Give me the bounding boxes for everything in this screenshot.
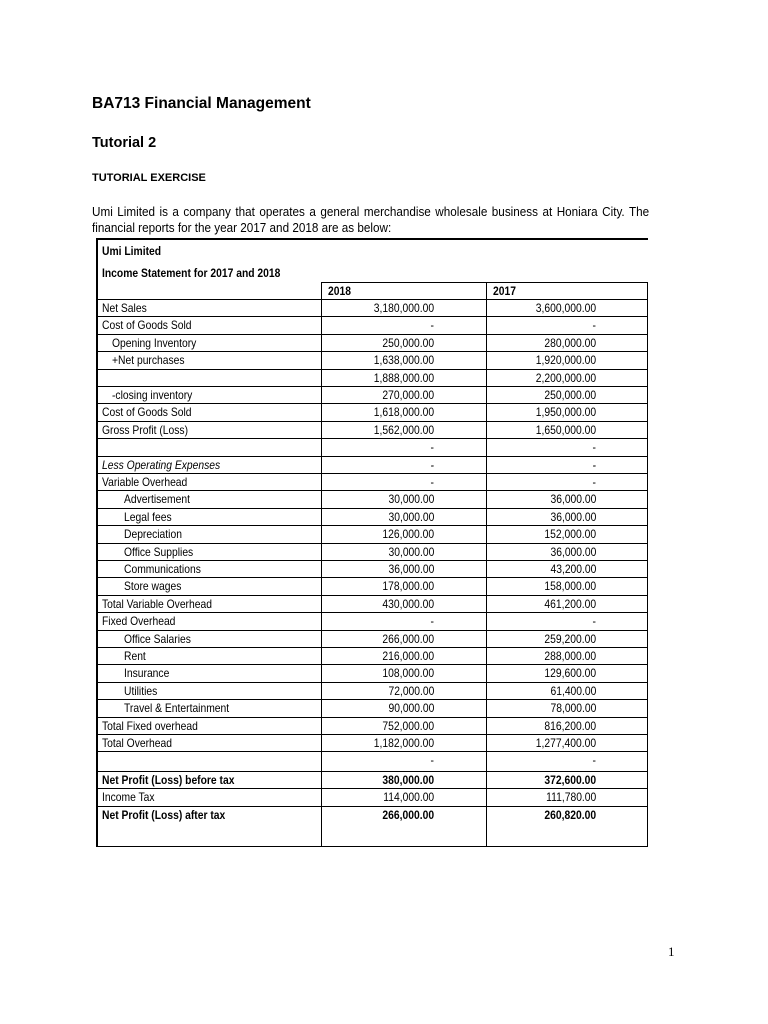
row-label: Insurance xyxy=(124,666,170,681)
row-value-2018: - xyxy=(430,753,434,768)
row-value-2018: - xyxy=(430,440,434,455)
grid-line xyxy=(96,664,648,665)
grid-line xyxy=(96,647,648,648)
row-label: Net Sales xyxy=(102,301,147,315)
row-value-2017: 816,200.00 xyxy=(544,718,596,733)
grid-line xyxy=(96,751,648,752)
row-value-2018: 216,000.00 xyxy=(382,649,434,663)
row-value-2017: 461,200.00 xyxy=(544,596,596,611)
row-value-2018: 270,000.00 xyxy=(382,388,434,402)
row-value-2018: 1,562,000.00 xyxy=(373,422,434,437)
row-label: Total Variable Overhead xyxy=(102,596,212,611)
row-label: Less Operating Expenses xyxy=(102,457,221,472)
row-value-2017: - xyxy=(592,440,596,455)
row-value-2017: 36,000.00 xyxy=(550,544,596,559)
grid-line xyxy=(321,282,322,847)
grid-line xyxy=(96,543,648,544)
row-value-2017: 36,000.00 xyxy=(550,509,596,524)
income-statement-table xyxy=(96,238,648,847)
row-value-2017: 1,277,400.00 xyxy=(535,736,596,750)
row-label: Fixed Overhead xyxy=(102,614,176,629)
row-value-2018: - xyxy=(430,318,434,333)
column-header-2017: 2017 xyxy=(493,284,516,298)
grid-line xyxy=(96,846,648,847)
row-value-2017: - xyxy=(592,318,596,333)
intro-line-1: Umi Limited is a company that operates a general merchandise wholesale business at Honiara City. The xyxy=(92,204,650,219)
row-label: Total Overhead xyxy=(102,736,172,750)
row-value-2017: 78,000.00 xyxy=(550,701,596,716)
grid-line xyxy=(96,612,648,613)
row-label: -closing inventory xyxy=(112,388,193,402)
row-value-2018: 126,000.00 xyxy=(382,527,434,542)
row-label: Store wages xyxy=(124,579,182,594)
row-label: Travel & Entertainment xyxy=(124,701,230,716)
row-label: Net Profit (Loss) before tax xyxy=(102,772,235,787)
row-label: Cost of Goods Sold xyxy=(102,405,192,420)
row-value-2018: 114,000.00 xyxy=(383,790,434,805)
grid-line xyxy=(96,771,648,772)
row-value-2018: 1,638,000.00 xyxy=(373,353,434,368)
row-value-2018: - xyxy=(430,457,434,472)
row-value-2018: 178,000.00 xyxy=(382,579,434,594)
company-name: Umi Limited xyxy=(102,244,162,258)
row-value-2018: 30,000.00 xyxy=(388,544,434,559)
intro-line-2: financial reports for the year 2017 and 2018 are as below: xyxy=(92,219,392,235)
row-label: Opening Inventory xyxy=(112,335,197,350)
row-value-2017: - xyxy=(592,614,596,629)
exercise-heading: TUTORIAL EXERCISE xyxy=(92,172,206,184)
row-value-2018: 1,888,000.00 xyxy=(373,370,434,385)
grid-line xyxy=(96,473,648,474)
grid-line xyxy=(96,403,648,404)
grid-line xyxy=(96,438,648,439)
grid-line xyxy=(96,456,648,457)
row-value-2018: 250,000.00 xyxy=(382,335,434,350)
grid-line xyxy=(96,351,648,352)
row-label: Utilities xyxy=(124,683,158,698)
grid-line xyxy=(647,282,648,847)
row-label: Depreciation xyxy=(124,527,182,542)
statement-title: Income Statement for 2017 and 2018 xyxy=(102,266,281,280)
row-value-2018: 36,000.00 xyxy=(388,562,434,576)
row-value-2018: 3,180,000.00 xyxy=(373,301,434,315)
row-value-2017: 152,000.00 xyxy=(544,527,596,542)
row-value-2017: 2,200,000.00 xyxy=(535,370,596,385)
row-value-2017: 43,200.00 xyxy=(550,562,596,576)
row-label: Office Supplies xyxy=(124,544,194,559)
grid-line xyxy=(96,717,648,718)
row-value-2017: 260,820.00 xyxy=(544,807,596,822)
grid-line xyxy=(96,734,648,735)
row-value-2018: 380,000.00 xyxy=(382,772,434,787)
row-value-2017: 158,000.00 xyxy=(544,579,596,594)
tutorial-heading: Tutorial 2 xyxy=(92,135,157,151)
grid-line xyxy=(96,369,648,370)
row-value-2017: 250,000.00 xyxy=(544,388,596,402)
grid-line xyxy=(321,282,648,283)
row-value-2017: 280,000.00 xyxy=(544,335,596,350)
grid-line xyxy=(96,595,648,596)
row-label: Communications xyxy=(124,562,201,576)
row-value-2018: 266,000.00 xyxy=(382,807,434,822)
row-value-2017: 61,400.00 xyxy=(550,683,596,698)
row-label: Total Fixed overhead xyxy=(102,718,198,733)
row-value-2018: 430,000.00 xyxy=(382,596,434,611)
row-label: Net Profit (Loss) after tax xyxy=(102,807,226,822)
row-label: Legal fees xyxy=(124,509,172,524)
row-value-2018: 108,000.00 xyxy=(382,666,434,681)
row-label: Advertisement xyxy=(124,492,190,507)
row-value-2017: 372,600.00 xyxy=(544,772,596,787)
row-value-2017: 1,650,000.00 xyxy=(535,422,596,437)
row-label: Gross Profit (Loss) xyxy=(102,422,189,437)
row-value-2018: 266,000.00 xyxy=(382,631,434,646)
row-label: +Net purchases xyxy=(112,353,185,368)
row-value-2017: 129,600.00 xyxy=(544,666,596,681)
grid-line xyxy=(96,788,648,789)
grid-line xyxy=(96,525,648,526)
row-value-2018: 30,000.00 xyxy=(388,492,434,507)
row-label: Cost of Goods Sold xyxy=(102,318,192,333)
row-label: Rent xyxy=(124,649,146,663)
row-value-2017: - xyxy=(592,753,596,768)
row-value-2018: 1,182,000.00 xyxy=(373,736,434,750)
row-value-2017: - xyxy=(592,475,596,489)
row-value-2017: 288,000.00 xyxy=(544,649,596,663)
grid-line xyxy=(96,316,648,317)
row-value-2018: 90,000.00 xyxy=(388,701,434,716)
grid-line xyxy=(96,334,648,335)
intro-paragraph xyxy=(92,204,650,235)
grid-line xyxy=(96,490,648,491)
grid-line xyxy=(96,577,648,578)
row-value-2018: 752,000.00 xyxy=(382,718,434,733)
column-header-2018: 2018 xyxy=(328,284,351,298)
grid-line xyxy=(96,806,648,807)
row-label: Office Salaries xyxy=(124,631,191,646)
row-label: Income Tax xyxy=(102,790,155,805)
row-value-2018: - xyxy=(430,614,434,629)
grid-line xyxy=(96,630,648,631)
row-value-2018: 30,000.00 xyxy=(388,509,434,524)
grid-line xyxy=(96,238,648,240)
row-value-2017: 1,950,000.00 xyxy=(535,405,596,420)
grid-line xyxy=(96,699,648,700)
page-number: 1 xyxy=(668,944,675,959)
row-value-2018: 1,618,000.00 xyxy=(373,405,434,420)
grid-line xyxy=(96,386,648,387)
grid-line xyxy=(486,282,487,847)
row-value-2017: 3,600,000.00 xyxy=(535,301,596,315)
row-value-2018: 72,000.00 xyxy=(388,683,434,698)
document-title: BA713 Financial Management xyxy=(92,95,311,112)
row-value-2017: 1,920,000.00 xyxy=(535,353,596,368)
grid-line xyxy=(96,299,648,300)
row-value-2017: - xyxy=(592,457,596,472)
row-value-2017: 111,780.00 xyxy=(545,790,596,805)
row-value-2018: - xyxy=(430,475,434,489)
row-value-2017: 36,000.00 xyxy=(550,492,596,507)
grid-line xyxy=(96,560,648,561)
grid-line xyxy=(96,682,648,683)
row-value-2017: 259,200.00 xyxy=(544,631,596,646)
grid-line xyxy=(96,508,648,509)
grid-line xyxy=(96,421,648,422)
row-label: Variable Overhead xyxy=(102,475,188,489)
